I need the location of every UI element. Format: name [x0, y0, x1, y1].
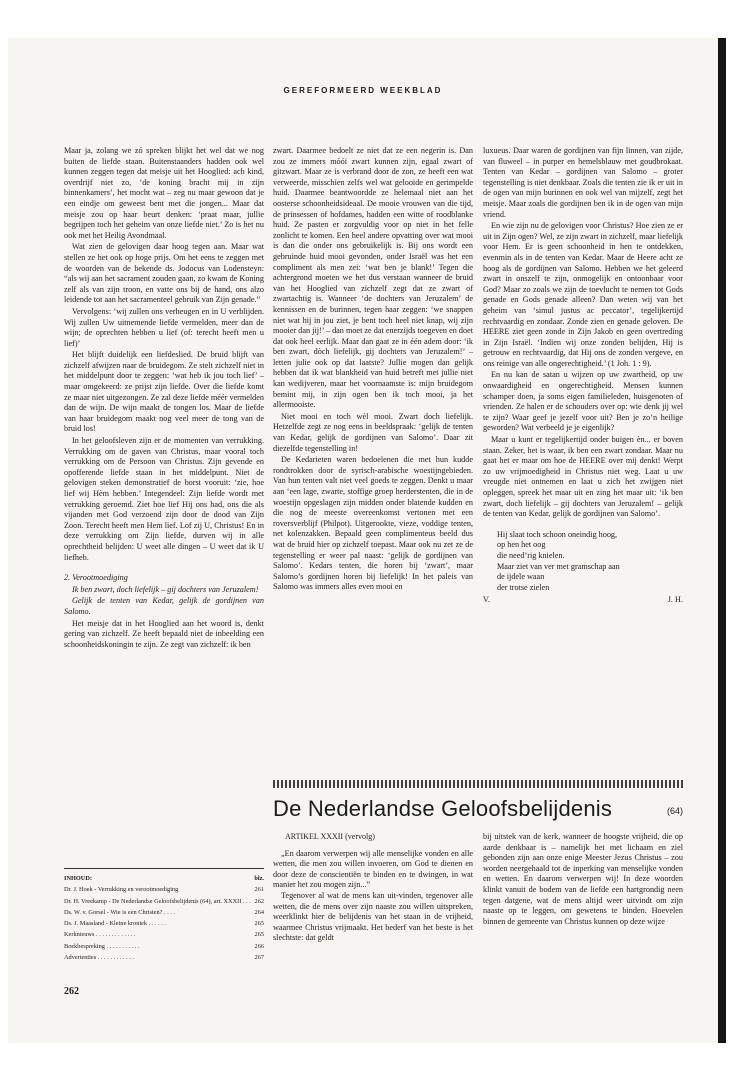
- poem-line: de ijdele waan: [497, 572, 545, 582]
- toc-row: [64, 884, 264, 895]
- toc-entry: Dr. J. Hoek - Verrukking en verootmoediging: [64, 886, 179, 894]
- column-1: [64, 146, 264, 651]
- paragraph: zwart. Daarmee bedoelt ze niet dat ze een negerin is. Dan zou ze immers móói zwart kunnen zijn, egaal zwart of gitzwart. Maar ze is verbrand door de zon, ze heeft een wat verweerde, misschien zelfs wel wat gelooide en gerimpelde huid. Daarmee beantwoordde ze helemaal niet aan het oosterse schoonheidsideaal. De mooie vrouwen van die tijd, de prinsessen of hofdames, hadden een witte of roodblanke huid. Ze pasten er zorgvuldig voor op niet in het felle zonlicht te komen. Een heel andere opvatting over wat mooi is dan die onder ons gebruikelijk is. Bij ons wordt een gebruinde huid mooi gevonden, onder Israël was het een compliment als men zei: ‘wat ben je blank!’ Tegen die achtergrond moeten we het dus verstaan wanneer de bruid van het Hooglied van zichzelf zegt dat ze zwart of zwartachtig is. Wanneer ‘de dochters van Jeruzalem’ de kennissen en de burinnen, tegen haar zeggen: ‘we snappen niet wat hij in jou ziet, je bent toch heel niet knap, wij zijn mooier dan jij!’ – dan moet ze dat enerzijds toegeven en doet dat ook heel eerlijk. Maar dan gaat ze in één adem door: ‘ik ben zwart, dòch liefelijk, gij dochters van Jeruzalem!’ – letten julie ook op dat laatste? Jullie mogen dan gelijk hebben dat ik wat blankheid van huid betreft met jullie niet kan wedijveren, maar het voornaamste is: mijn bruidegom bemint mij, in zijn ogen ben ik toch mooi, ja het allermooiste.: [273, 146, 473, 410]
- quote: Gelijk de tenten van Kedar, gelijk de gordijnen van Salomo.: [64, 596, 264, 616]
- toc-page: 261: [254, 886, 264, 894]
- poem-line: op hen het oog: [497, 540, 546, 550]
- toc-row: [64, 896, 264, 907]
- toc-page: 264: [254, 908, 264, 916]
- toc-entry: Kerknieuws . . . . . . . . . . . . .: [64, 931, 136, 939]
- paragraph: Het blijft duidelijk een liefdeslied. De bruid blijft van zichzelf afwijzen naar de bruidegom. Ze stelt zichzelf niet in het middelpunt door te zeggen: ‘wat heb ik jou toch lief’ – maar omgekeerd: ze prijst zijn liefde. Over die liefde komt ze maar niet uitgezongen. Ze zal deze liefde méér vermelden dan de wijn. De wijn maakt de tongen los. Maar de liefde van haar bruidegom maakt nog veel meer de tong van de bruid los!: [64, 350, 264, 434]
- article-heading: [273, 796, 683, 822]
- paragraph: En nu kan de satan u wijzen op uw zwartheid, op uw onwaardigheid en ongerechtigheid. Mensen kunnen schamper doen, ja soms eigen familieleden, huisgenoten of vrienden. Ze halen er de schouders over op: wie denk jij wel te zijn? Waar geef je jezelf voor uit? Ben je zo’n heilige geworden? Wat verbeeld je je eigenlijk?: [483, 370, 683, 433]
- magazine-page: [8, 38, 726, 1043]
- toc-entry: Advertenties . . . . . . . . . . . .: [64, 954, 134, 962]
- poem-line: die need’rig knielen.: [497, 550, 565, 560]
- toc-row: [64, 941, 264, 952]
- article-label: ARTIKEL XXXII (vervolg): [285, 832, 375, 841]
- toc-page: 262: [254, 897, 264, 905]
- toc-entry: Dr. H. Vreekamp - De Nederlandse Geloofsbelijdenis (64), art. XXXII . . .: [64, 897, 251, 905]
- toc-entry: Ds. W. v. Gorsel - Wie is een Christen? . . . .: [64, 908, 175, 916]
- column-2: [273, 146, 473, 594]
- toc-page: 267: [254, 954, 264, 962]
- paragraph: In het geloofsleven zijn er de momenten van verrukking. Verrukking om de gaven van Christus, maar vooral toch verrukking om de Persoon van Christus. Zijn gevende en opofferende liefde staan in het middelpunt. Niet de gelovigen steken demonstratief de borst vooruit: ‘zie, hoe lief wij Hèm hebben.’ Integendeel: Zijn liefde wordt met verrukking geroemd. Ziet hoe lief Hij ons had, ons die als vijanden met God verzoend zijn door de dood van Zijn Zoon. Terecht heeft men Hem lief. Lof zij U, Christus! En in deze verrukking om Zijn liefde, durven wij in alle oprechtheid belijden: U weet alle dingen – U weet dat ik U liefheb.: [64, 436, 264, 562]
- paragraph: De Kedarieten waren bedoeïenen die met hun kudde rondtrokken door de syrisch-arabische woestijngebieden. Van hun tenten valt niet veel goeds te zeggen. Denkt u maar aan ‘een lage, zwarte, stoffige groep herderstenten, die in de woestijn opgeslagen zijn midden onder blatende kudden en die nog de meeste overeenkomst vertonen met een roversverblijf (Philpot). Uitgerookte, vieze, voddige tenten, net kolenzakken. Bepaald geen complimenteus beeld dus wat de bruid hier op zichzelf toepast. Maar ook nu zet ze de tegenstelling er weer pal naast: ‘gelijk de gordijnen van Salomo’. Kedars tenten, die horen bij ‘zwart’, maar Salomo’s gordijnen horen bij liefelijk! In het paleis van Salomo was immers alles even mooi en: [273, 455, 473, 592]
- page-number: 262: [64, 986, 79, 997]
- quote: Ik ben zwart, doch liefelijk – gij dochters van Jeruzalem!: [72, 584, 259, 594]
- toc-entry: Boekbespreking . . . . . . . . . . .: [64, 942, 140, 950]
- running-head: GEREFORMEERD WEEKBLAD: [283, 86, 443, 95]
- paragraph: Niet mooi en toch wèl mooi. Zwart doch liefelijk. Hetzelfde zegt ze nog eens in beeldspraak: ‘gelijk de tenten van Kedar, gelijk de gordijnen van Salomo’. Daar zit diezelfde tegenstelling in!: [273, 411, 473, 453]
- subheading: 2. Verootmoediging: [64, 573, 128, 583]
- toc-entry: Ds. J. Maasland - Kleine kroniek . . . . . .: [64, 920, 166, 928]
- article-title: De Nederlandse Geloofsbelijdenis: [273, 796, 613, 821]
- paragraph: „En daarom verwerpen wij alle menselijke vonden en alle wetten, die men zou willen invoeren, om God te dienen en door deze de conscientiën te binden en te dwingen, in wat manier het zou mogen zijn...”: [273, 848, 473, 890]
- toc-page: 265: [254, 931, 264, 939]
- poem-line: der trotse zielen: [497, 582, 550, 592]
- toc-page: 265: [254, 920, 264, 928]
- toc-page: 266: [254, 942, 264, 950]
- paragraph: En wie zijn nu de gelovigen voor Christus? Hoe zien ze er uit in Zijn ogen? Wel, ze zijn zwart in zichzelf, maar liefelijk voor Hem. Er is geen schoonheid in hen te ontdekken, evenmin als in de tenten van Kedar. Maar de Heere acht ze hoog als de gordijnen van Salomo. Hebben we het geleerd zwart in onszelf te zijn, onmogelijk en ontoonbaar voor God? Maar zo zoals we zijn de toevlucht te nemen tot Gods genade en Gods genade alleen? Dan weten wij van het geheim van ‘simul justus ac peccator’, tegelijkertijd rechtvaardig en zondaar. Zonde zien en genade geloven. De HEERE ziet geen zonde in Zijn Jakob en geen overtreding in Zijn Israël. ‘Indien wij onze zonden belijden, Hij is getrouw en rechtvaardig, dat Hij ons de zonden vergeve, en ons reinige van alle ongerechtigheid.’ (1 Joh. 1 : 9).: [483, 221, 683, 368]
- paragraph: luxueus. Daar waren de gordijnen van fijn linnen, van zijde, van fluweel – in purper en hemelsblauw met goudbrokaat. Tenten van Kedar – gordijnen van Salomo – groter tegenstelling is niet denkbaar. Zoals die tenten zie ik er uit in de ogen van mijn burinnen en ook wel van mijzelf, zegt het meisje. Maar zoals die gordijnen ben ik in de ogen van mijn vriend.: [483, 146, 683, 219]
- poem-line: Hij slaat toch schoon oneindig hoog,: [497, 529, 618, 539]
- signature-left: V.: [483, 595, 490, 605]
- article-column-left: [273, 832, 473, 944]
- poem: [497, 530, 683, 594]
- paragraph: Tegenover al wat de mens kan uit-vinden, tegenover alle wetten, die de mens over zijn naaste zou willen uitspreken, weerklinkt hier de belijdenis van het staan in de vrijheid, waarmee Christus vrijmaakt. Het bederf van het beste is het slechtste: dat geldt: [273, 890, 473, 943]
- toc-header: [64, 873, 264, 884]
- paragraph: Maar u kunt er tegelijkertijd onder buigen èn... er boven staan. Zeker, het is waar, ik ben een zwart zondaar. Maar nu gaat het er maar om hoe de HEERE over mij denkt! Werpt zo uw vrijmoedigheid in Christus niet weg. Laat u uw vreugde niet ontnemen en laat u zich het zwijgen niet opleggen, spreek het maar uit en zing het maar uit: ‘ik ben zwart, doch liefelijk – gij dochters van Jeruzalem! – gelijk de tenten van Kedar, gelijk de gordijnen van Salomo’.: [483, 435, 683, 519]
- decorative-divider: [273, 780, 683, 788]
- signature: [483, 595, 683, 606]
- article-column-right: [483, 832, 683, 927]
- toc-row: [64, 929, 264, 940]
- toc-row: [64, 918, 264, 929]
- table-of-contents: [64, 868, 264, 963]
- toc-page-label: blz.: [254, 875, 264, 882]
- signature-right: J. H.: [667, 595, 683, 605]
- paragraph: bij uitstek van de kerk, wanneer de hoogste vrijheid, die op aarde denkbaar is – namelijk het met lichaam en ziel gebonden zijn aan onze enige Meester Jezus Christus – zou worden neergehaald tot de inperking van menselijke vonden en wetten. En daarom verwerpen wij! In deze woorden klinkt vanuit de bodem van de liefde een hartgrondig neen tegen datgene, wat de mens altijd weer uitvindt om zijn naaste op te leggen, om gewetens te binden. Hoevelen binnen de gemeente van Christus kunnen op deze wijze: [483, 832, 683, 926]
- toc-row: [64, 907, 264, 918]
- paragraph: Vervolgens: ‘wij zullen ons verheugen en in U verblijden. Wij zullen Uw uitnemende liefde vermelden, meer dan de wijn; de oprechten hebben u lief (of: terecht heeft men u lief)’: [64, 306, 264, 348]
- poem-line: Maar ziet van ver met gramschap aan: [497, 561, 620, 571]
- paragraph: Het meisje dat in het Hooglied aan het woord is, denkt gering van zichzelf. Ze heeft bepaald niet de inbeelding een schoonheidskoningin te zijn. Ze zegt van zichzelf: ik ben: [64, 618, 264, 649]
- paragraph: Maar ja, zolang we zó spreken blijkt het wel dat we nog buiten de liefde staan. Buitenstaanders hadden ook wel kunnen zeggen tegen dat meisje uit het Hooglied: ach kind, overdrijf niet zo, ‘de koning bracht mij in zijn binnenkamers’, het mocht wat – zeg nu maar gewoon dat je een eindje om geweest bent met die jongen... Maar dat meisje zou op haar beurt denken: ‘praat maar, jullie begrijpen toch het geheim van onze liefde niet.’ Zo is het nu ook met het Heilig Avondmaal.: [64, 146, 264, 240]
- toc-title: INHOUD:: [64, 875, 92, 882]
- paragraph: Wat zien de gelovigen daar hoog tegen aan. Maar wat stellen ze het ook op hoge prijs. Om het eens te zeggen met de woorden van de bekende ds. Jodocus van Lodensteyn: “als wij aan het sacrament zouden gaan, zo kwam de Koning zelf als van zijn troon, en vatte ons bij de hand, ons alzo leidende tot aan het sacramenteel gebruik van Zijn genade.”: [64, 242, 264, 305]
- toc-row: [64, 952, 264, 963]
- article-number: (64): [666, 806, 683, 816]
- column-3: [483, 146, 683, 606]
